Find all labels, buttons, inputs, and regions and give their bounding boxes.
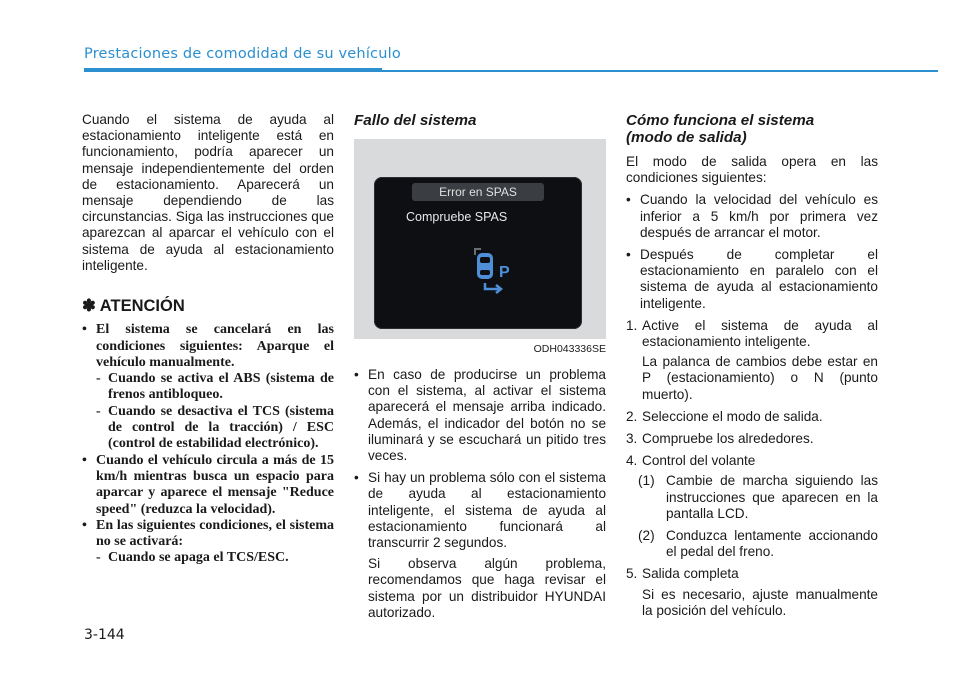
exit-condition-1: • Cuando la velocidad del vehículo es inferior a 5 km/h por primera vez después de arrancar el motor. xyxy=(626,192,878,240)
step-5-cont: Si es necesario, ajuste manualmente la posición del vehículo. xyxy=(642,586,878,618)
step-5: 5. Salida completa xyxy=(626,566,739,582)
column-3 xyxy=(626,112,878,619)
lcd-screen xyxy=(374,177,582,329)
svg-text:P: P xyxy=(499,264,510,281)
caution-dash-2: - Cuando se desactiva el TCS (sistema de control de la tracción) / ESC (control de estabilidad electrónico). xyxy=(96,403,334,452)
lcd-error-bar: Error en SPAS xyxy=(412,183,544,201)
caution-bullet-1: • El sistema se cancelará en las condiciones siguientes: Aparque el vehículo manualmente. xyxy=(82,322,334,370)
fault-section-title: Fallo del sistema xyxy=(354,112,477,129)
exit-condition-2: • Después de completar el estacionamiento en paralelo con el sistema de ayuda al estacionamiento inteligente. xyxy=(626,247,878,311)
fault-bullet-2: • Si hay un problema sólo con el sistema de ayuda al estacionamiento inteligente, el sistema de ayuda al estacionamiento funcionará al transcurrir 2 segundos. xyxy=(354,470,606,551)
caution-title: ✽ ATENCIÓN xyxy=(82,297,185,316)
step-1: 1. Active el sistema de ayuda al estacionamiento inteligente. xyxy=(626,317,878,350)
lcd-message: Compruebe SPAS xyxy=(406,210,508,224)
header-rule-thin xyxy=(382,70,938,72)
caution-bullet-3: • En las siguientes condiciones, el sistema no se activará: xyxy=(82,517,334,550)
caution-body xyxy=(82,322,334,566)
exit-mode-title: Cómo funciona el sistema (modo de salida) xyxy=(626,112,815,146)
step-1-cont: La palanca de cambios debe estar en P (estacionamiento) o N (punto muerto). xyxy=(642,354,878,402)
section-header: Prestaciones de comodidad de su vehículo xyxy=(84,46,401,62)
intro-paragraph: Cuando el sistema de ayuda al estacionamiento inteligente está en funcionamiento, podría aparecer un mensaje independientemente del orden de estacionamiento. Aparecerá un mensaje dependiendo de las circunstancias. Siga las instrucciones que aparezcan al aparcar el vehículo con el sistema de ayuda al estacionamiento inteligente. xyxy=(82,112,334,273)
page-number: 3-144 xyxy=(84,627,125,643)
header-rule-thick xyxy=(84,68,382,72)
exit-intro: El modo de salida opera en las condiciones siguientes: xyxy=(626,154,878,186)
caution-bullet-2: • Cuando el vehículo circula a más de 15 km/h mientras busca un espacio para aparcar y aparece el mensaje "Reduce speed" (reduzca la velocidad). xyxy=(82,452,334,517)
step-4: 4. Control del volante xyxy=(626,453,756,469)
step-2: 2. Seleccione el modo de salida. xyxy=(626,408,823,424)
column-2 xyxy=(354,112,606,621)
figure-code: ODH043336SE xyxy=(533,342,606,355)
step-4-2: (2) Conduzca lentamente accionando el pedal del freno. xyxy=(638,528,878,560)
caution-dash-3: - Cuando se apaga el TCS/ESC. xyxy=(96,550,289,566)
spas-warning-icon xyxy=(469,245,533,295)
fault-list xyxy=(354,367,606,621)
fault-bullet-2-cont: Si observa algún problema, recomendamos que haga revisar el sistema por un distribuidor HYUNDAI autorizado. xyxy=(368,556,606,620)
cluster-figure xyxy=(354,139,606,355)
column-1 xyxy=(82,112,334,567)
step-3: 3. Compruebe los alrededores. xyxy=(626,431,814,447)
caution-dash-1: - Cuando se activa el ABS (sistema de frenos antibloqueo. xyxy=(96,371,334,403)
fault-bullet-1: • En caso de producirse un problema con el sistema, al activar el sistema aparecerá el mensaje arriba indicado. Además, el indicador del botón no se iluminará y se escuchará un pitido tres veces. xyxy=(354,367,606,464)
step-4-1: (1) Cambie de marcha siguiendo las instrucciones que aparecen en la pantalla LCD. xyxy=(638,473,878,521)
